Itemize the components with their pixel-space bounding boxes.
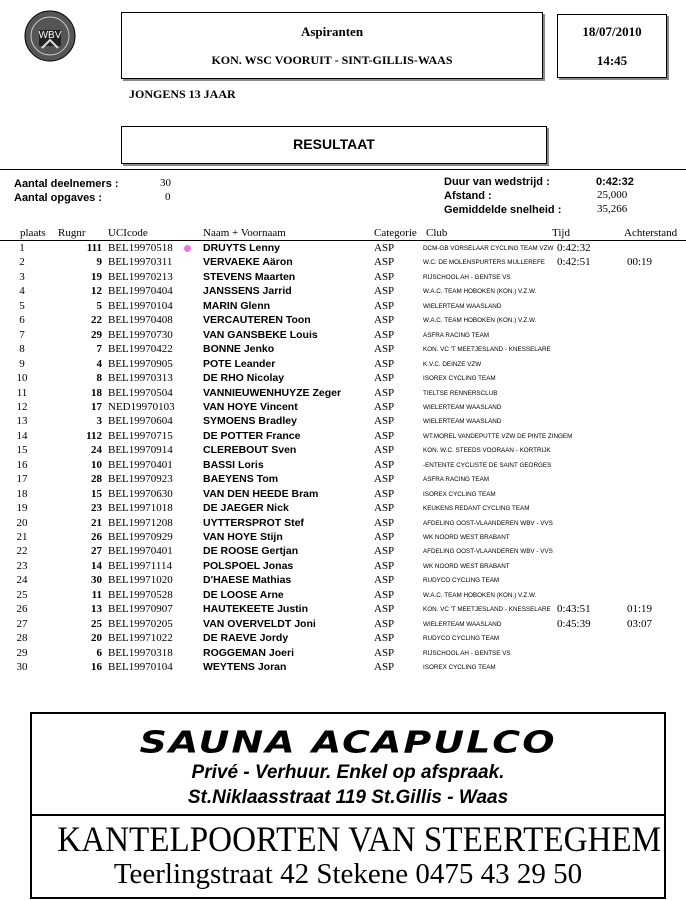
table-row xyxy=(0,414,686,429)
cell-bib: 26 xyxy=(91,531,102,543)
cell-category: ASP xyxy=(374,242,395,254)
cell-place: 23 xyxy=(16,559,28,572)
table-row xyxy=(0,516,686,531)
cell-name: VAN OVERVELDT Joni xyxy=(203,617,316,630)
cell-name: WEYTENS Joran xyxy=(203,661,287,674)
cell-club: ASFRA RACING TEAM xyxy=(423,331,490,339)
cell-name: VERCAUTEREN Toon xyxy=(203,314,311,327)
cell-time: 0:43:51 xyxy=(557,603,591,616)
cell-club: KEUKENS REDANT CYCLING TEAM xyxy=(423,505,530,513)
cell-bib: 8 xyxy=(96,372,102,385)
cell-place: 13 xyxy=(16,415,28,428)
table-row xyxy=(0,631,686,646)
cell-place: 12 xyxy=(16,400,28,413)
cell-name: VAN DEN HEEDE Bram xyxy=(203,487,319,500)
cell-bib: 15 xyxy=(91,487,102,500)
cell-place: 6 xyxy=(19,314,25,327)
cell-uci: BEL19971114 xyxy=(108,559,172,572)
cell-uci: BEL19970929 xyxy=(108,531,173,543)
cell-place: 8 xyxy=(19,343,25,356)
table-header xyxy=(0,226,686,241)
cell-place: 19 xyxy=(16,502,28,515)
table-row xyxy=(0,544,686,559)
cell-category: ASP xyxy=(374,256,395,269)
cell-bib: 23 xyxy=(91,502,102,515)
cell-uci: BEL19970401 xyxy=(108,458,173,471)
cell-bib: 29 xyxy=(91,328,102,341)
cell-bib: 28 xyxy=(91,473,102,486)
table-row xyxy=(0,559,686,574)
cell-category: ASP xyxy=(374,386,395,399)
cell-club: WIELERTEAM WAASLAND xyxy=(423,418,502,426)
col-gap: Achterstand xyxy=(624,227,678,239)
cell-category: ASP xyxy=(374,429,395,442)
cell-bib: 27 xyxy=(91,545,102,558)
table-row xyxy=(0,530,686,545)
cell-category: ASP xyxy=(374,314,395,327)
table-row xyxy=(0,646,686,661)
participants-value: 30 xyxy=(160,177,171,189)
cell-category: ASP xyxy=(374,328,395,341)
cell-time: 0:45:39 xyxy=(557,617,591,630)
cell-bib: 22 xyxy=(91,314,102,327)
cell-bib: 24 xyxy=(91,444,102,457)
ad-sauna-line1: Privé - Verhuur. Enkel op afspraak. xyxy=(191,762,505,783)
cell-bib: 9 xyxy=(96,256,102,269)
cell-bib: 12 xyxy=(91,285,102,298)
ad-sauna-line2: St.Niklaasstraat 119 St.Gillis - Waas xyxy=(187,787,509,808)
cell-club: RUDYCO CYCLING TEAM xyxy=(423,577,500,585)
event-time: 14:45 xyxy=(596,53,628,68)
col-uci: UCIcode xyxy=(108,227,148,239)
cell-uci: BEL19970518 xyxy=(108,242,173,254)
cell-uci: BEL19971018 xyxy=(108,502,173,515)
table-row xyxy=(0,255,686,270)
cell-bib: 14 xyxy=(91,559,102,572)
table-row xyxy=(0,357,686,372)
cell-club: WT.MOREL VANDEPUTTE VZW DE PINTE ZINGEM xyxy=(423,432,573,440)
cell-name: DE RHO Nicolay xyxy=(203,372,285,385)
cell-club: AFDELING OOST-VLAANDEREN WBV - VVS xyxy=(423,548,553,556)
table-row xyxy=(0,501,686,516)
cell-category: ASP xyxy=(374,299,395,312)
cell-name: UYTTERSPROT Stef xyxy=(203,516,304,529)
cell-place: 10 xyxy=(16,372,28,385)
dnf-label: Aantal opgaves : xyxy=(14,192,103,204)
cell-club: WIELERTEAM WAASLAND xyxy=(423,620,502,628)
table-row xyxy=(0,270,686,285)
cell-category: ASP xyxy=(374,516,395,529)
cell-club: WIELERTEAM WAASLAND xyxy=(423,302,502,310)
cell-uci: BEL19970715 xyxy=(108,429,173,442)
cell-club: -ENTENTE CYCLISTE DE SAINT GEORGES xyxy=(423,461,552,469)
cell-name: VANNIEUWENHUYZE Zeger xyxy=(203,386,342,399)
cell-name: BONNE Jenko xyxy=(203,343,275,356)
ad-company: KANTELPOORTEN VAN STEERTEGHEM xyxy=(57,819,662,859)
cell-club: K.V.C. DEINZE VZW xyxy=(423,360,482,368)
cell-place: 30 xyxy=(16,661,28,674)
cell-name: DRUYTS Lenny xyxy=(203,242,281,254)
date-box xyxy=(557,14,667,78)
cell-club: DCM-GB VORSELAAR CYCLING TEAM VZW xyxy=(423,245,554,252)
cell-uci: BEL19970907 xyxy=(108,603,173,616)
cell-uci: BEL19970528 xyxy=(108,588,173,601)
cell-place: 11 xyxy=(16,386,28,399)
cell-place: 15 xyxy=(16,444,28,457)
cell-place: 9 xyxy=(19,357,25,370)
cell-name: BAEYENS Tom xyxy=(203,473,279,486)
cell-club: ASFRA RACING TEAM xyxy=(423,476,490,484)
cell-name: DE JAEGER Nick xyxy=(203,502,289,515)
cell-name: HAUTEKEETE Justin xyxy=(203,603,309,616)
cell-bib: 7 xyxy=(96,343,102,356)
cell-place: 28 xyxy=(16,632,28,645)
cell-place: 7 xyxy=(19,328,25,341)
cell-club: KON. VC 'T MEETJESLAND - KNESSELARE xyxy=(423,606,551,614)
cell-uci: NED19970103 xyxy=(108,400,175,413)
cell-time: 0:42:51 xyxy=(557,256,591,269)
cell-place: 2 xyxy=(19,256,25,269)
table-row xyxy=(0,328,686,343)
table-row xyxy=(0,386,686,401)
col-category: Categorie xyxy=(374,227,417,239)
cell-bib: 13 xyxy=(91,603,102,616)
cell-category: ASP xyxy=(374,545,395,558)
cell-name: VAN HOYE Vincent xyxy=(203,400,298,413)
cell-bib: 21 xyxy=(91,516,102,529)
cell-name: SYMOENS Bradley xyxy=(203,415,297,428)
cell-club: TIELTSE RENNERSCLUB xyxy=(423,389,498,397)
cell-bib: 112 xyxy=(86,429,102,442)
speed-label: Gemiddelde snelheid : xyxy=(444,204,562,216)
cell-club: RIJSCHOOL AH - GENTSE VS xyxy=(423,649,511,657)
cell-club: WK NOORD WEST BRABANT xyxy=(423,562,510,570)
col-time: Tijd xyxy=(552,227,570,239)
table-row xyxy=(0,284,686,299)
table-row xyxy=(0,602,686,617)
cell-category: ASP xyxy=(374,574,395,587)
col-club: Club xyxy=(426,227,448,239)
cell-place: 18 xyxy=(16,487,28,500)
cell-uci: BEL19970311 xyxy=(108,256,173,269)
cell-club: W.C. DE MOLENSPURTERS MULLEREFE xyxy=(423,259,545,267)
cell-uci: BEL19970408 xyxy=(108,314,173,327)
table-row xyxy=(0,458,686,473)
cell-club: AFDELING OOST-VLAANDEREN WBV - VVS xyxy=(423,519,553,527)
cell-name: DE POTTER France xyxy=(203,429,301,442)
cell-bib: 10 xyxy=(91,458,102,471)
cell-name: VERVAEKE Aäron xyxy=(203,256,293,269)
cell-category: ASP xyxy=(374,444,395,457)
cell-place: 27 xyxy=(16,617,28,630)
cell-uci: BEL19970604 xyxy=(108,415,173,428)
cell-place: 14 xyxy=(16,429,28,442)
cell-club: ISOREX CYCLING TEAM xyxy=(423,490,496,498)
cell-bib: 19 xyxy=(91,270,102,283)
cell-uci: BEL19970401 xyxy=(108,545,173,558)
cell-place: 21 xyxy=(16,531,28,543)
event-title: Aspiranten xyxy=(300,24,364,39)
table-row xyxy=(0,588,686,603)
cell-name: BASSI Loris xyxy=(203,458,264,471)
cell-category: ASP xyxy=(374,343,395,356)
cell-category: ASP xyxy=(374,502,395,515)
cell-club: ISOREX CYCLING TEAM xyxy=(423,664,496,672)
result-box xyxy=(121,126,547,164)
cell-bib: 6 xyxy=(96,646,102,659)
cell-uci: BEL19971208 xyxy=(108,516,173,529)
cell-category: ASP xyxy=(374,588,395,601)
cell-club: W.A.C. TEAM HOBOKEN (KON.) V.Z.W. xyxy=(423,288,537,296)
cell-category: ASP xyxy=(374,458,395,471)
cell-bib: 20 xyxy=(91,632,102,645)
speed-value: 35,266 xyxy=(597,203,628,215)
table-row xyxy=(0,400,686,415)
cell-place: 3 xyxy=(19,270,25,283)
cell-category: ASP xyxy=(374,617,395,630)
cell-gap: 03:07 xyxy=(627,617,653,630)
cell-name: VAN HOYE Stijn xyxy=(203,531,283,543)
wbv-logo xyxy=(24,10,76,62)
cell-category: ASP xyxy=(374,357,395,370)
cell-time: 0:42:32 xyxy=(557,242,591,254)
cell-place: 1 xyxy=(19,242,25,254)
cell-club: KON. W.C. STEEDS VOORAAN - KORTRIJK xyxy=(423,447,551,455)
table-row xyxy=(0,299,686,314)
event-header-box xyxy=(121,12,543,79)
cell-place: 17 xyxy=(16,473,28,486)
svg-text:WBV: WBV xyxy=(38,30,62,41)
cell-bib: 17 xyxy=(91,400,102,413)
cell-uci: BEL19970504 xyxy=(108,386,173,399)
cell-bib: 30 xyxy=(91,574,102,587)
cell-bib: 5 xyxy=(96,299,102,312)
cell-gap: 01:19 xyxy=(627,603,653,616)
cell-bib: 3 xyxy=(96,415,102,428)
result-title: RESULTAAT xyxy=(293,136,375,152)
table-row xyxy=(0,487,686,502)
cell-club: RUDYCO CYCLING TEAM xyxy=(423,635,500,643)
cell-category: ASP xyxy=(374,661,395,674)
cell-gap: 00:19 xyxy=(627,256,653,269)
cell-club: RIJSCHOOL AH - GENTSE VS xyxy=(423,273,511,281)
cell-uci: BEL19970630 xyxy=(108,487,173,500)
cell-category: ASP xyxy=(374,270,395,283)
cell-name: POLSPOEL Jonas xyxy=(203,559,294,572)
cell-uci: BEL19970104 xyxy=(108,661,173,674)
duration-value: 0:42:32 xyxy=(596,176,634,188)
cell-uci: BEL19970313 xyxy=(108,372,173,385)
cell-place: 29 xyxy=(16,646,28,659)
cell-name: JANSSENS Jarrid xyxy=(203,285,292,298)
cell-name: DE LOOSE Arne xyxy=(203,588,284,601)
advertisement xyxy=(30,712,666,899)
cell-bib: 16 xyxy=(91,661,102,674)
ad-divider xyxy=(32,814,664,816)
cell-club: ISOREX CYCLING TEAM xyxy=(423,375,496,383)
distance-value: 25,000 xyxy=(597,189,628,201)
cell-uci: BEL19971020 xyxy=(108,574,173,587)
cell-bib: 18 xyxy=(91,386,102,399)
cell-uci: BEL19970404 xyxy=(108,285,173,298)
cell-uci: BEL19970923 xyxy=(108,473,173,486)
table-row xyxy=(0,313,686,328)
table-row xyxy=(0,429,686,444)
cell-category: ASP xyxy=(374,632,395,645)
table-row xyxy=(0,443,686,458)
table-row xyxy=(0,342,686,357)
cell-uci: BEL19970914 xyxy=(108,444,173,457)
cell-name: VAN GANSBEKE Louis xyxy=(203,328,318,341)
cell-category: ASP xyxy=(374,285,395,298)
cell-club: KON. VC 'T MEETJESLAND - KNESSELARE xyxy=(423,346,551,354)
cell-place: 22 xyxy=(16,545,28,558)
cell-uci: BEL19970104 xyxy=(108,299,173,312)
cell-place: 24 xyxy=(16,574,28,587)
cell-bib: 4 xyxy=(96,357,102,370)
cell-name: D'HAESE Mathias xyxy=(203,574,292,587)
cell-category: ASP xyxy=(374,415,395,428)
age-category: JONGENS 13 JAAR xyxy=(129,87,236,101)
col-name: Naam + Voornaam xyxy=(203,227,286,239)
table-row xyxy=(0,241,686,256)
event-organizer: KON. WSC VOORUIT - SINT-GILLIS-WAAS xyxy=(211,53,453,67)
duration-label: Duur van wedstrijd : xyxy=(444,176,550,188)
cell-uci: BEL19970905 xyxy=(108,357,173,370)
cell-category: ASP xyxy=(374,559,395,572)
cell-uci: BEL19970318 xyxy=(108,646,173,659)
cell-category: ASP xyxy=(374,646,395,659)
ad-sauna-title: SAUNA ACAPULCO xyxy=(139,724,557,760)
cell-category: ASP xyxy=(374,531,395,543)
highlight-dot xyxy=(184,245,191,252)
table-row xyxy=(0,660,686,675)
ad-address: Teerlingstraat 42 Stekene 0475 43 29 50 xyxy=(113,858,583,890)
divider xyxy=(0,169,686,170)
participants-label: Aantal deelnemers : xyxy=(14,178,119,190)
cell-category: ASP xyxy=(374,487,395,500)
cell-uci: BEL19970730 xyxy=(108,328,173,341)
cell-category: ASP xyxy=(374,473,395,486)
cell-uci: BEL19970213 xyxy=(108,270,173,283)
cell-uci: BEL19971022 xyxy=(108,632,173,645)
cell-name: POTE Leander xyxy=(203,357,276,370)
cell-uci: BEL19970205 xyxy=(108,617,173,630)
cell-place: 16 xyxy=(16,458,28,471)
cell-place: 4 xyxy=(19,285,25,298)
dnf-value: 0 xyxy=(165,191,171,203)
cell-bib: 111 xyxy=(86,242,102,254)
cell-category: ASP xyxy=(374,372,395,385)
cell-club: WIELERTEAM WAASLAND xyxy=(423,403,502,411)
col-place: plaats xyxy=(20,227,46,239)
cell-category: ASP xyxy=(374,400,395,413)
col-bib: Rugnr xyxy=(58,227,86,239)
cell-place: 5 xyxy=(19,299,25,312)
cell-category: ASP xyxy=(374,603,395,616)
table-row xyxy=(0,472,686,487)
cell-uci: BEL19970422 xyxy=(108,343,173,356)
cell-club: W.A.C. TEAM HOBOKEN (KON.) V.Z.W. xyxy=(423,591,537,599)
cell-name: MARIN Glenn xyxy=(203,299,271,312)
event-date: 18/07/2010 xyxy=(582,24,642,39)
cell-club: W.A.C. TEAM HOBOKEN (KON.) V.Z.W. xyxy=(423,317,537,325)
table-row xyxy=(0,617,686,632)
cell-place: 20 xyxy=(16,516,28,529)
cell-name: STEVENS Maarten xyxy=(203,270,296,283)
cell-name: DE RAEVE Jordy xyxy=(203,632,289,645)
cell-place: 26 xyxy=(16,603,28,616)
cell-bib: 25 xyxy=(91,617,102,630)
distance-label: Afstand : xyxy=(444,190,492,202)
cell-name: CLEREBOUT Sven xyxy=(203,444,297,457)
table-row xyxy=(0,573,686,588)
cell-bib: 11 xyxy=(91,588,102,601)
cell-name: ROGGEMAN Joeri xyxy=(203,646,295,659)
table-row xyxy=(0,371,686,386)
cell-name: DE ROOSE Gertjan xyxy=(203,545,299,558)
cell-place: 25 xyxy=(16,588,28,601)
cell-club: WK NOORD WEST BRABANT xyxy=(423,534,510,541)
